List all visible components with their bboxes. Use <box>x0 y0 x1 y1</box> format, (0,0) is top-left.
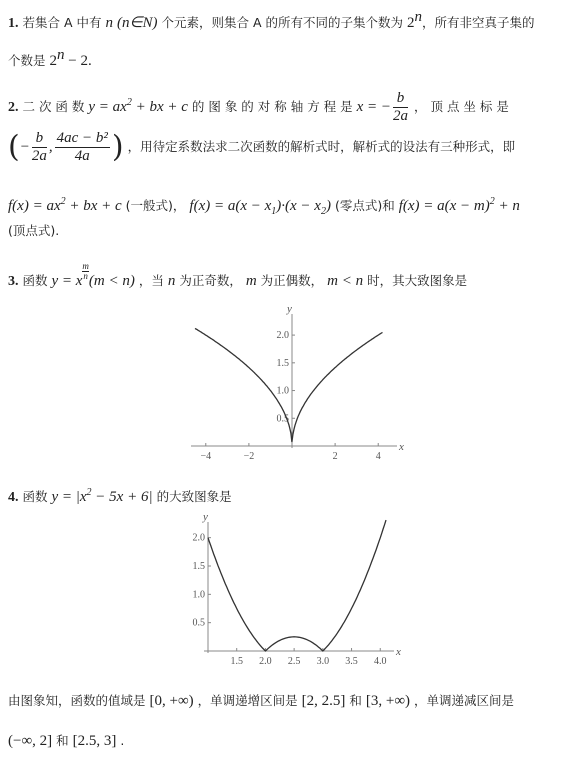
math: $f(x) = a(x - m)^2 + n$ <box>398 196 520 214</box>
math: [2.5, 3] <box>72 733 117 749</box>
text: (一般式)， <box>125 198 186 213</box>
x-tick-label: 3.0 <box>316 656 330 667</box>
math: x = − <box>356 99 392 115</box>
math: 2$^n$ <box>406 9 422 31</box>
x-tick-label: 2 <box>332 451 338 462</box>
math: [3, +∞) <box>365 693 411 709</box>
absolute-quadratic-graph <box>188 511 410 670</box>
item-2-line-3 <box>8 193 520 221</box>
item-number: 2. <box>8 100 19 115</box>
text: 由图象知，函数的值域是 <box>8 693 146 708</box>
text: ，单调递增区间是 <box>197 693 298 708</box>
y-tick-label: 1.0 <box>276 385 289 397</box>
y-tick-label: 0.5 <box>276 413 289 425</box>
text: 时，其大致图象是 <box>367 273 468 288</box>
text: 的 图 象 的 对 称 轴 方 程 是 <box>191 99 353 114</box>
paren: ) <box>111 129 124 165</box>
curve <box>208 520 386 651</box>
y-axis-label: y <box>287 303 292 315</box>
y-tick-label: 0.5 <box>192 617 205 629</box>
x-tick-label: 4.0 <box>374 656 387 667</box>
y-tick-label: 2.0 <box>276 330 289 342</box>
item-2-line-2: (− $\frac{b}{2a}$ , $\frac{\text{4ac − b²}}{4a}$ ) ，用待定系数法求二次函数的解析式时，解析式的设法有三种形式，即 <box>8 129 516 165</box>
x-tick-label: 3.5 <box>345 656 358 667</box>
text: 个数是 <box>8 53 46 68</box>
math: n <box>167 273 176 289</box>
fraction: $\frac{\text{4ac − b²}}{4a}$ <box>56 130 108 164</box>
y-tick-label: 2.0 <box>192 532 205 544</box>
item-2-line-1 <box>8 90 509 125</box>
item-number: 1. <box>8 16 19 31</box>
text: . <box>120 733 125 748</box>
math: $y = |x^2 - 5x + 6|$ <box>51 487 153 505</box>
math: m < n <box>327 273 364 289</box>
text: 个元素，则集合 A 的所有不同的子集个数为 <box>161 15 403 30</box>
text: 为正偶数， <box>260 273 324 288</box>
text: ， 顶 点 坐 标 是 <box>414 99 509 114</box>
x-tick-label: 1.5 <box>230 656 243 667</box>
x-tick-label: 4 <box>375 451 381 462</box>
fraction: $\frac{b}{2a}$ <box>31 130 47 164</box>
math: [0, +∞) <box>149 693 194 709</box>
text: 为正奇数， <box>179 273 242 288</box>
x-tick-label: −2 <box>243 451 255 462</box>
y-axis-label: y <box>203 511 208 523</box>
text: (零点式)和 <box>334 198 395 213</box>
math: (n∈N) <box>116 15 158 31</box>
math: y = x $^{\frac{m}{n}}$ (m < n) <box>51 261 135 289</box>
item-3-line <box>8 262 467 291</box>
math: (−∞, 2] <box>8 733 53 749</box>
item-1-line-2 <box>8 46 92 70</box>
text: ，当 <box>138 273 164 288</box>
y-tick-label: 1.5 <box>276 357 289 369</box>
item-number: 3. <box>8 274 19 289</box>
math: [2, 2.5] <box>301 693 346 709</box>
x-tick-label: 2.5 <box>287 656 301 667</box>
text: ，所有非空真子集的 <box>421 15 535 30</box>
math: n <box>105 15 113 31</box>
y-tick-label: 1.0 <box>192 589 205 601</box>
conclusion-line-2 <box>8 732 124 750</box>
text: 和 <box>349 693 362 708</box>
x-tick-label: 2.0 <box>259 656 272 667</box>
text: 函数 <box>22 273 48 288</box>
text: ，单调递减区间是 <box>414 693 515 708</box>
text: 二 次 函 数 <box>22 99 85 114</box>
y-tick-label: 1.5 <box>192 561 205 572</box>
x-tick-label: −4 <box>200 451 212 462</box>
item-number: 4. <box>8 490 19 505</box>
math: $2^n - 2$. <box>49 47 92 69</box>
math: m <box>245 273 257 289</box>
math: $y = ax^2$ + bx + c <box>88 97 188 115</box>
item-2-line-4 <box>8 222 59 240</box>
text: ，用待定系数法求二次函数的解析式时，解析式的设法有三种形式，即 <box>127 139 516 154</box>
x-axis-label: x <box>396 646 401 658</box>
text: (顶点式). <box>8 223 60 238</box>
conclusion-line-1 <box>8 692 514 710</box>
paren: ( <box>8 129 20 165</box>
math: $f(x) = ax^2$ + bx + c <box>8 196 122 214</box>
text: 和 <box>56 733 69 748</box>
fraction: $\frac{b}{2a}$ <box>393 90 409 124</box>
item-4-line <box>8 484 232 507</box>
power-function-graph <box>185 303 415 468</box>
text: 的大致图象是 <box>156 489 232 504</box>
text: 函数 <box>22 489 48 504</box>
text: 若集合 A 中有 <box>22 15 102 30</box>
x-axis-label: x <box>399 441 404 453</box>
item-1-line-1 <box>8 8 535 33</box>
math: $f(x) = a(x - x_1)\cdot(x - x_2)$ <box>189 198 331 217</box>
